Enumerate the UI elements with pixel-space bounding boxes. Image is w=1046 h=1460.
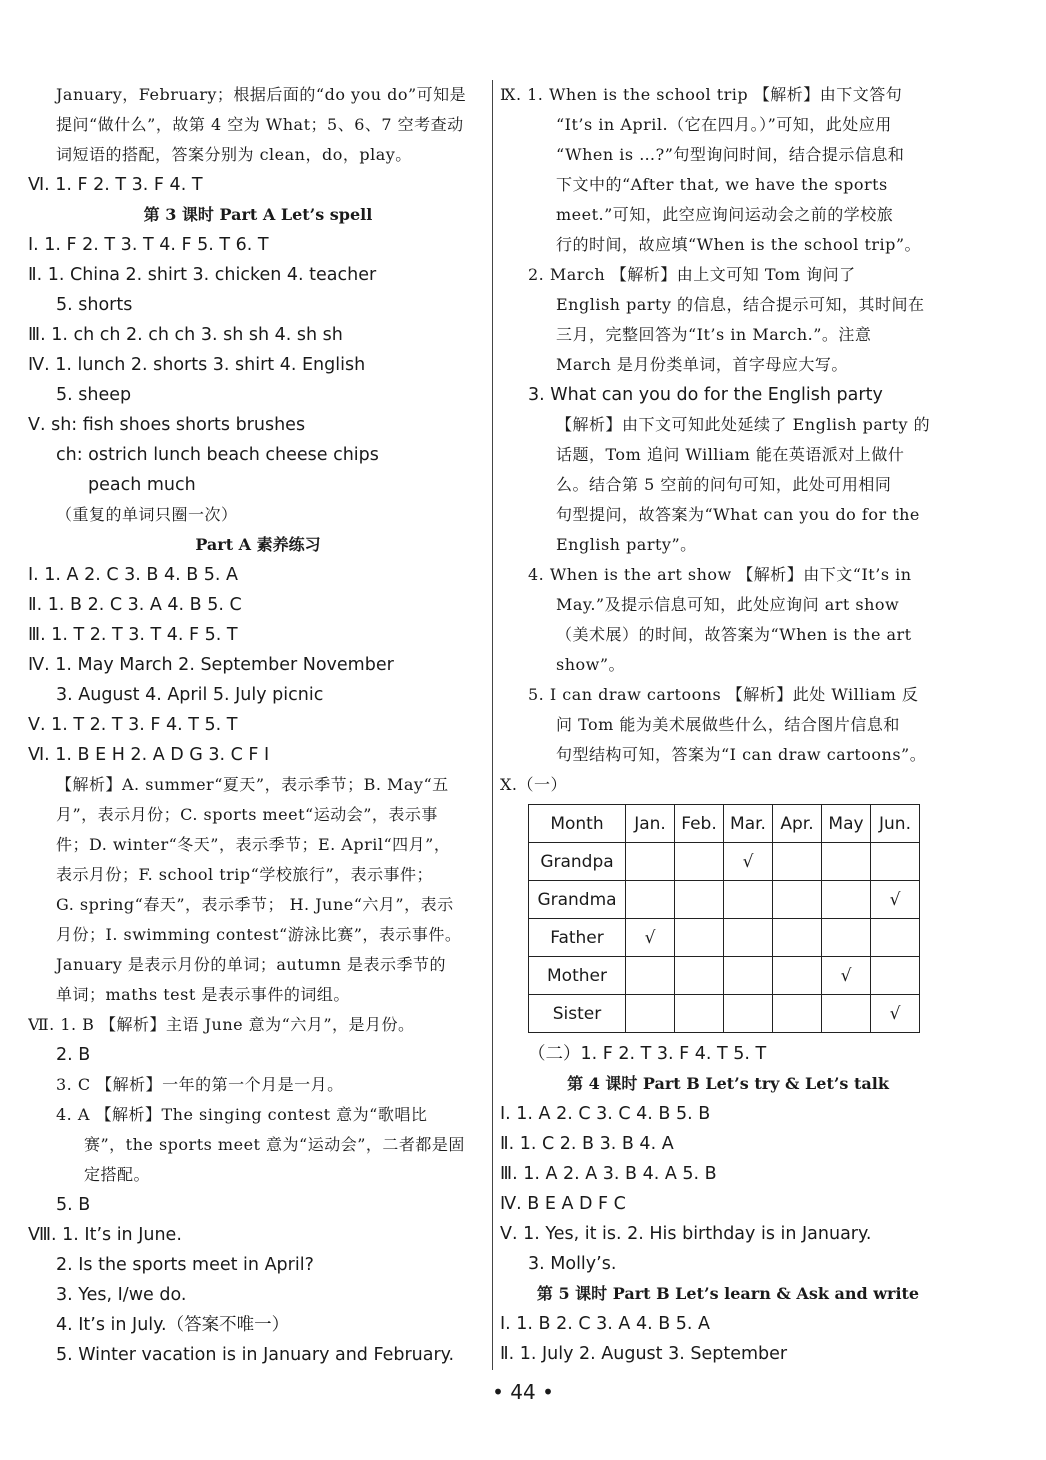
text-line: Ⅱ. 1. B 2. C 3. A 4. B 5. C (28, 595, 242, 615)
empty-cell (675, 995, 724, 1033)
month-column-header: Feb. (675, 805, 724, 843)
month-header: Month (529, 805, 626, 843)
text-line: Ⅰ. 1. F 2. T 3. T 4. F 5. T 6. T (28, 235, 269, 255)
text-line: 月”，表示月份；C. sports meet“运动会”，表示事 (56, 805, 438, 824)
text-line: （二）1. F 2. T 3. F 4. T 5. T (528, 1044, 767, 1064)
text-line: May.”及提示信息可知，此处应询问 art show (556, 595, 900, 614)
text-line: 3. Yes, I/we do. (56, 1285, 187, 1305)
right-column-top (500, 80, 956, 800)
text-line: 3. What can you do for the English party (528, 385, 883, 405)
empty-cell (871, 843, 920, 881)
text-line: 4. It’s in July.（答案不唯一） (56, 1315, 290, 1335)
month-table (528, 804, 920, 1033)
text-line: 件；D. winter“冬天”，表示季节；E. April“四月”， (56, 835, 451, 854)
check-mark-cell: √ (871, 995, 920, 1033)
text-line: Ⅶ. 1. B 【解析】主语 June 意为“六月”，是月份。 (28, 1015, 415, 1034)
text-line: 第 3 课时 Part A Let’s spell (143, 205, 373, 224)
text-line: 句型结构可知，答案为“I can draw cartoons”。 (556, 745, 927, 764)
empty-cell (773, 881, 822, 919)
month-column-header: Apr. (773, 805, 822, 843)
empty-cell (773, 995, 822, 1033)
text-line: Ⅲ. 1. A 2. A 3. B 4. A 5. B (500, 1164, 717, 1184)
text-line: Ⅸ. 1. When is the school trip 【解析】由下文答句 (500, 85, 903, 104)
text-line: 三月，完整回答为“It’s in March.”。注意 (556, 325, 872, 344)
empty-cell (822, 919, 871, 957)
text-line: 5. Winter vacation is in January and February. (56, 1345, 455, 1365)
text-line: 【解析】由下文可知此处延续了 English party 的 (556, 415, 931, 434)
empty-cell (822, 881, 871, 919)
text-line: Ⅴ. sh: fish shoes shorts brushes (28, 415, 306, 435)
page-number: • 44 • (492, 1380, 554, 1404)
text-line: 问 Tom 能为美术展做些什么，结合图片信息和 (556, 715, 900, 734)
empty-cell (822, 995, 871, 1033)
text-line: ch: ostrich lunch beach cheese chips (56, 445, 379, 465)
text-line: Ⅱ. 1. July 2. August 3. September (500, 1344, 788, 1364)
text-line: Ⅴ. 1. T 2. T 3. F 4. T 5. T (28, 715, 238, 735)
text-line: 2. B (56, 1045, 91, 1065)
family-member-cell: Grandma (529, 881, 626, 919)
empty-cell (871, 919, 920, 957)
month-column-header: Mar. (724, 805, 773, 843)
text-line: Ⅲ. 1. ch ch 2. ch ch 3. sh sh 4. sh sh (28, 325, 343, 345)
table-body (529, 843, 920, 1033)
text-line: January 是表示月份的单词；autumn 是表示季节的 (56, 955, 447, 974)
text-line: 5. B (56, 1195, 91, 1215)
table-row (529, 995, 920, 1033)
month-column-header: Jun. (871, 805, 920, 843)
empty-cell (626, 843, 675, 881)
text-line: 5. I can draw cartoons 【解析】此处 William 反 (528, 685, 919, 704)
text-line: Ⅴ. 1. Yes, it is. 2. His birthday is in January. (500, 1224, 872, 1244)
check-mark-cell: √ (724, 843, 773, 881)
text-line: 第 4 课时 Part B Let’s try & Let’s talk (567, 1074, 889, 1093)
text-line: Ⅳ. B E A D F C (500, 1194, 626, 1214)
text-line: “It’s in April.（它在四月。）”可知，此处应用 (556, 115, 892, 134)
empty-cell (626, 881, 675, 919)
text-line: 3. August 4. April 5. July picnic (56, 685, 324, 705)
text-line: 【解析】A. summer“夏天”，表示季节；B. May“五 (56, 775, 449, 794)
empty-cell (675, 919, 724, 957)
empty-cell (822, 843, 871, 881)
text-line: 词短语的搭配，答案分别为 clean，do，play。 (56, 145, 412, 164)
right-column (500, 80, 956, 1369)
text-line: Ⅰ. 1. B 2. C 3. A 4. B 5. A (500, 1314, 711, 1334)
table-row (529, 881, 920, 919)
empty-cell (626, 957, 675, 995)
table-header-row (529, 805, 920, 843)
text-line: 4. A 【解析】The singing contest 意为“歌唱比 (56, 1105, 428, 1124)
text-line: 月份；I. swimming contest“游泳比赛”，表示事件。 (56, 925, 462, 944)
text-line: January，February；根据后面的“do you do”可知是 (56, 85, 467, 104)
text-line: 2. Is the sports meet in April? (56, 1255, 314, 1275)
text-line: 句型提问，故答案为“What can you do for the (556, 505, 920, 524)
empty-cell (871, 957, 920, 995)
text-line: 4. When is the art show 【解析】由下文“It’s in (528, 565, 912, 584)
empty-cell (675, 843, 724, 881)
table-row (529, 843, 920, 881)
text-line: G. spring“春天”，表示季节； H. June“六月”，表示 (56, 895, 454, 914)
empty-cell (773, 843, 822, 881)
text-line: Ⅰ. 1. A 2. C 3. B 4. B 5. A (28, 565, 239, 585)
empty-cell (724, 957, 773, 995)
text-line: 5. sheep (56, 385, 132, 405)
family-member-cell: Father (529, 919, 626, 957)
empty-cell (773, 957, 822, 995)
text-line: Ⅷ. 1. It’s in June. (28, 1225, 182, 1245)
text-line: 第 5 课时 Part B Let’s learn & Ask and write (536, 1284, 920, 1303)
text-line: “When is …?”句型询问时间，结合提示信息和 (556, 145, 905, 164)
text-line: 表示月份；F. school trip“学校旅行”，表示事件； (56, 865, 434, 884)
check-mark-cell: √ (626, 919, 675, 957)
text-line: （美术展）的时间，故答案为“When is the art (556, 625, 912, 644)
text-line: peach much (88, 475, 196, 495)
text-line: Part A 素养练习 (195, 535, 321, 554)
empty-cell (675, 881, 724, 919)
text-line: English party 的信息，结合提示可知，其时间在 (556, 295, 925, 314)
month-column-header: Jan. (626, 805, 675, 843)
month-column-header: May (822, 805, 871, 843)
text-line: Ⅹ.（一） (500, 775, 567, 794)
text-line: 提问“做什么”，故第 4 空为 What；5、6、7 空考查动 (56, 115, 464, 134)
text-line: 话题，Tom 追问 William 能在英语派对上做什 (556, 445, 905, 464)
check-mark-cell: √ (871, 881, 920, 919)
empty-cell (724, 919, 773, 957)
text-line: Ⅰ. 1. A 2. C 3. C 4. B 5. B (500, 1104, 711, 1124)
empty-cell (626, 995, 675, 1033)
text-line: Ⅳ. 1. May March 2. September November (28, 655, 394, 675)
empty-cell (675, 957, 724, 995)
text-line: 定搭配。 (84, 1165, 151, 1184)
check-mark-cell: √ (822, 957, 871, 995)
text-line: 么。结合第 5 空前的问句可知，此处可用相同 (556, 475, 892, 494)
text-line: 3. Molly’s. (528, 1254, 617, 1274)
text-line: show”。 (556, 655, 626, 674)
text-line: 单词；maths test 是表示事件的词组。 (56, 985, 350, 1004)
text-line: 2. March 【解析】由上文可知 Tom 询问了 (528, 265, 856, 284)
text-line: meet.”可知，此空应询问运动会之前的学校旅 (556, 205, 894, 224)
empty-cell (724, 995, 773, 1033)
right-column-bottom (500, 1039, 956, 1369)
family-member-cell: Mother (529, 957, 626, 995)
text-line: Ⅱ. 1. China 2. shirt 3. chicken 4. teacher (28, 265, 377, 285)
family-member-cell: Sister (529, 995, 626, 1033)
text-line: Ⅳ. 1. lunch 2. shorts 3. shirt 4. English (28, 355, 366, 375)
text-line: Ⅵ. 1. F 2. T 3. F 4. T (28, 175, 203, 195)
column-divider (492, 80, 493, 1370)
text-line: 3. C 【解析】一年的第一个月是一月。 (56, 1075, 344, 1094)
text-line: 赛”，the sports meet 意为“运动会”，二者都是固 (84, 1135, 465, 1154)
text-line: English party”。 (556, 535, 697, 554)
table-row (529, 919, 920, 957)
empty-cell (773, 919, 822, 957)
left-column (28, 80, 488, 1370)
text-line: （重复的单词只圈一次） (56, 505, 238, 524)
text-line: Ⅱ. 1. C 2. B 3. B 4. A (500, 1134, 674, 1154)
text-line: Ⅵ. 1. B E H 2. A D G 3. C F I (28, 745, 270, 765)
text-line: Ⅲ. 1. T 2. T 3. T 4. F 5. T (28, 625, 238, 645)
empty-cell (724, 881, 773, 919)
family-member-cell: Grandpa (529, 843, 626, 881)
text-line: March 是月份类单词，首字母应大写。 (556, 355, 848, 374)
text-line: 行的时间，故应填“When is the school trip”。 (556, 235, 922, 254)
table-row (529, 957, 920, 995)
text-line: 下文中的“After that, we have the sports (556, 175, 888, 194)
text-line: 5. shorts (56, 295, 133, 315)
